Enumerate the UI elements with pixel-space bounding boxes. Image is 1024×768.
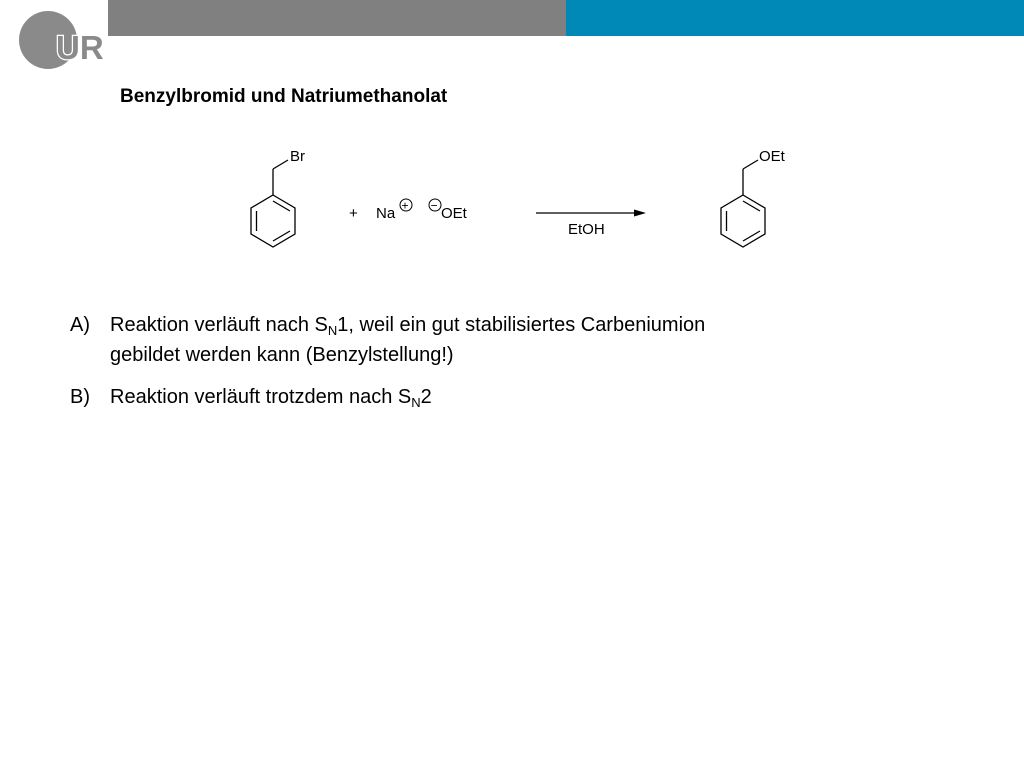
reaction-arrow bbox=[536, 210, 646, 217]
option-b-text: Reaktion verläuft trotzdem nach $S_N2$ bbox=[110, 386, 432, 410]
option-a bbox=[70, 310, 870, 370]
option-a-marker: A) bbox=[70, 314, 90, 336]
header-bar-blue bbox=[566, 0, 1024, 36]
anion-label: OEt bbox=[441, 205, 467, 222]
slide-title: Benzylbromid und Natriumethanolat bbox=[120, 86, 448, 107]
cation-label: Na bbox=[376, 205, 396, 222]
product-structure bbox=[721, 160, 765, 247]
anion-charge-symbol bbox=[429, 199, 441, 213]
anion-charge: − bbox=[430, 198, 438, 213]
logo-text: UR bbox=[56, 29, 104, 66]
reaction-conditions: EtOH bbox=[568, 221, 605, 238]
benzyl-bromide-structure bbox=[251, 160, 295, 247]
option-b-marker: B) bbox=[70, 386, 90, 408]
reactant-substituent-label: Br bbox=[290, 148, 305, 165]
option-b bbox=[70, 382, 870, 412]
university-logo bbox=[18, 8, 108, 72]
cation-charge: + bbox=[401, 198, 409, 213]
header-bar-gray bbox=[108, 0, 566, 36]
plus-sign: + bbox=[349, 205, 358, 222]
cation-charge-symbol bbox=[400, 199, 412, 213]
product-substituent-label: OEt bbox=[759, 148, 785, 165]
option-a-text: Reaktion verläuft nach $S_N1$, weil ein gut stabilisiertes Carbeniumion gebildet werden kann (Benzylstellung!) bbox=[110, 314, 706, 366]
answer-options bbox=[70, 310, 870, 424]
reaction-scheme bbox=[230, 138, 790, 258]
